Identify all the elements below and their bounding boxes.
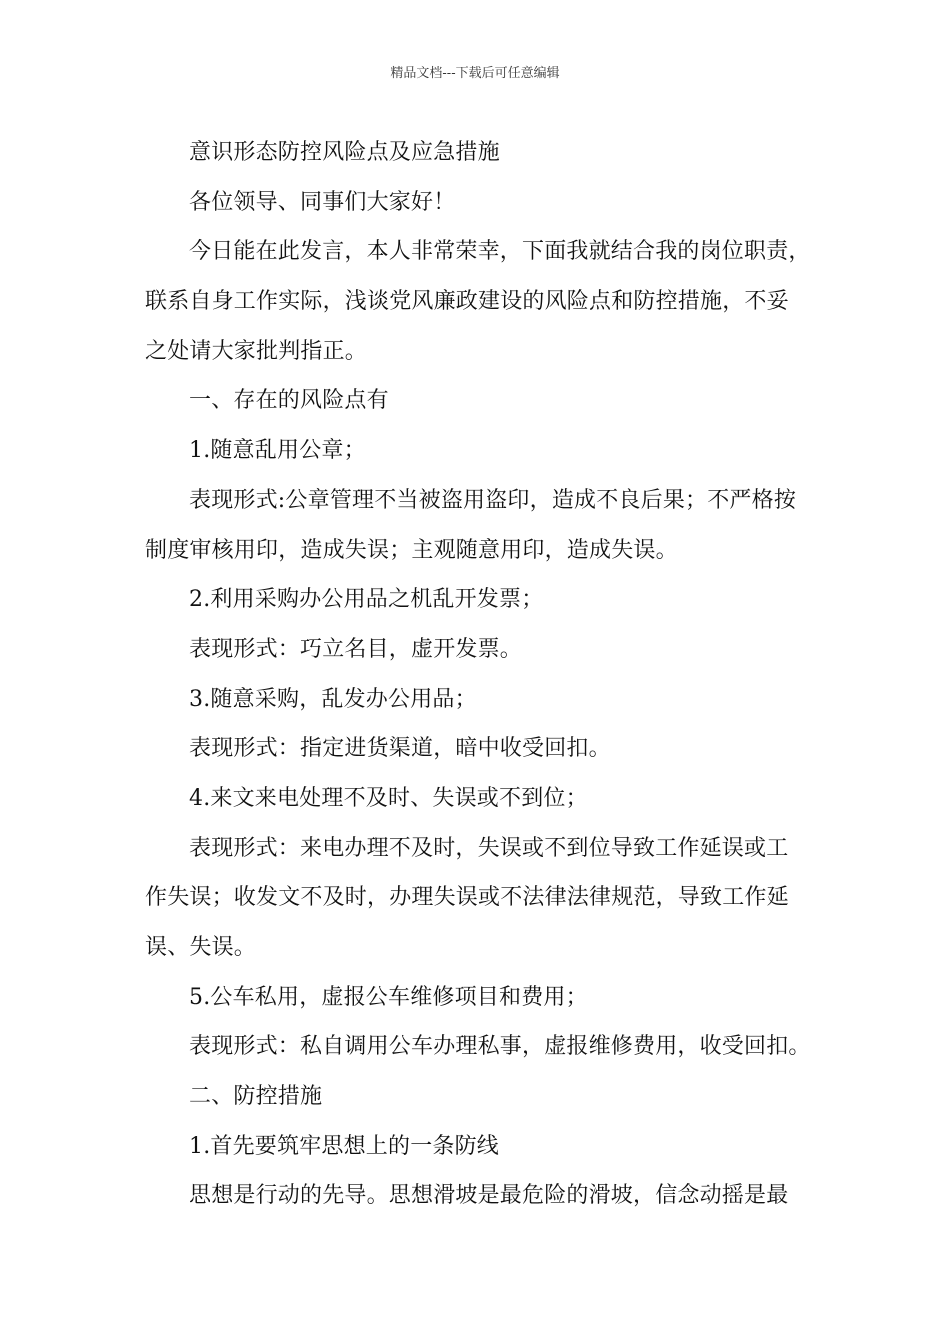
text-line: 作失误；收发文不及时，办理失误或不法律法律规范，导致工作延	[145, 885, 789, 911]
document-body	[145, 128, 810, 1221]
text-line: 表现形式：私自调用公车办理私事，虚报维修费用，收受回扣。	[189, 1034, 811, 1060]
text-line: 一、存在的风险点有	[189, 388, 389, 414]
text-line: 5.公车私用，虚报公车维修项目和费用；	[189, 984, 588, 1010]
text-line: 表现形式：指定进货渠道，暗中收受回扣。	[189, 736, 611, 762]
text-line: 各位领导、同事们大家好！	[189, 189, 456, 215]
text-line: 表现形式:公章管理不当被盗用盗印，造成不良后果；不严格按	[189, 487, 797, 513]
text-line: 4.来文来电处理不及时、失误或不到位；	[189, 785, 588, 811]
text-line: 表现形式：巧立名目，虚开发票。	[189, 636, 523, 662]
text-line: 1.随意乱用公章；	[189, 438, 366, 464]
text-line: 表现形式：来电办理不及时，失误或不到位导致工作延误或工	[189, 835, 789, 861]
text-line: 之处请大家批判指正。	[145, 338, 368, 364]
text-line: 今日能在此发言，本人非常荣幸，下面我就结合我的岗位职责，	[189, 239, 811, 265]
text-line: 思想是行动的先导。思想滑坡是最危险的滑坡，信念动摇是最	[189, 1183, 789, 1209]
text-line: 3.随意采购，乱发办公用品；	[189, 686, 477, 712]
text-line: 2.利用采购办公用品之机乱开发票；	[189, 587, 544, 613]
text-line: 联系自身工作实际，浅谈党风廉政建设的风险点和防控措施，不妥	[145, 289, 789, 315]
text-line: 二、防控措施	[189, 1084, 323, 1110]
text-line: 制度审核用印，造成失误；主观随意用印，造成失误。	[145, 537, 678, 563]
document-title: 意识形态防控风险点及应急措施	[189, 140, 500, 165]
page-header: 精品文档---下载后可任意编辑	[390, 66, 560, 81]
text-line: 误、失误。	[145, 935, 257, 960]
text-line: 1.首先要筑牢思想上的一条防线	[189, 1133, 499, 1159]
